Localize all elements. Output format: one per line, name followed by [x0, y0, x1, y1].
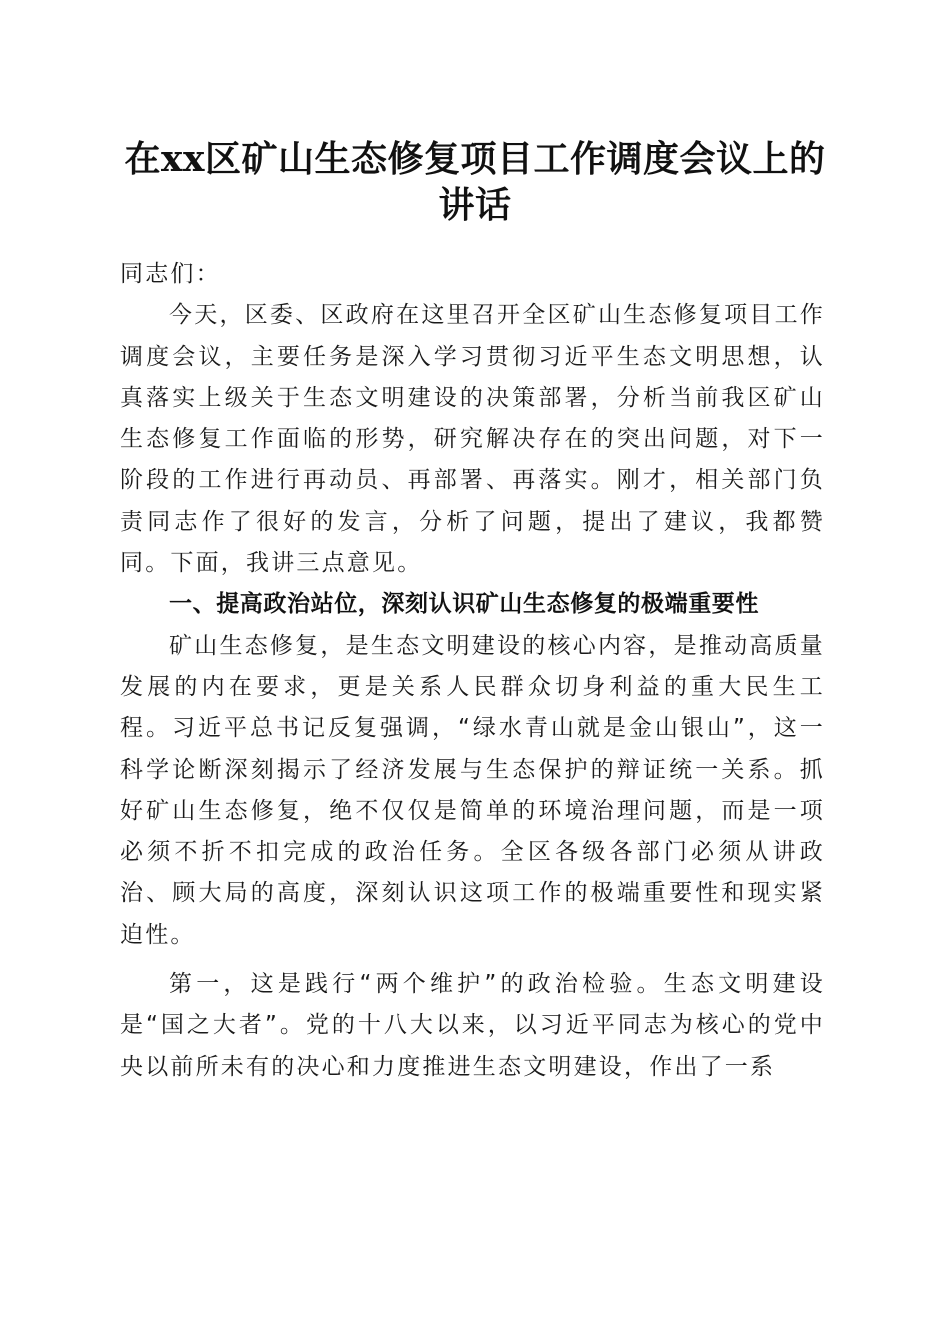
paragraph-first-point: 第一，这是践行“两个维护”的政治检验。生态文明建设是“国之大者”。党的十八大以来，以习近平同志为核心的党中央以前所未有的决心和力度推进生态文明建设，作出了一系 [120, 971, 825, 1080]
document-title [100, 136, 850, 228]
document-body [120, 254, 825, 1088]
paragraph-intro: 今天，区委、区政府在这里召开全区矿山生态修复项目工作调度会议，主要任务是深入学习贯彻习近平生态文明思想，认真落实上级关于生态文明建设的决策部署，分析当前我区矿山生态修复工作面临的形势，研究解决存在的突出问题，对下一阶段的工作进行再动员、再部署、再落实。刚才，相关部门负责同志作了很好的发言，分析了问题，提出了建议，我都赞同。下面，我讲三点意见。 [120, 302, 825, 577]
salutation: 同志们： [120, 261, 221, 287]
paragraph-section1: 矿山生态修复，是生态文明建设的核心内容，是推动高质量发展的内在要求，更是关系人民群众切身利益的重大民生工程。习近平总书记反复强调，“绿水青山就是金山银山”，这一科学论断深刻揭示了经济发展与生态保护的辩证统一关系。抓好矿山生态修复，绝不仅仅是简单的环境治理问题，而是一项必须不折不扣完成的政治任务。全区各级各部门必须从讲政治、顾大局的高度，深刻认识这项工作的极端重要性和现实紧迫性。 [120, 632, 825, 948]
title-line-1: 在xx区矿山生态修复项目工作调度会议上的 [124, 138, 826, 180]
section-heading-1: 一、提高政治站位，深刻认识矿山生态修复的极端重要性 [169, 591, 759, 618]
title-line-2: 讲话 [438, 184, 512, 226]
paragraph-gap [120, 956, 825, 964]
